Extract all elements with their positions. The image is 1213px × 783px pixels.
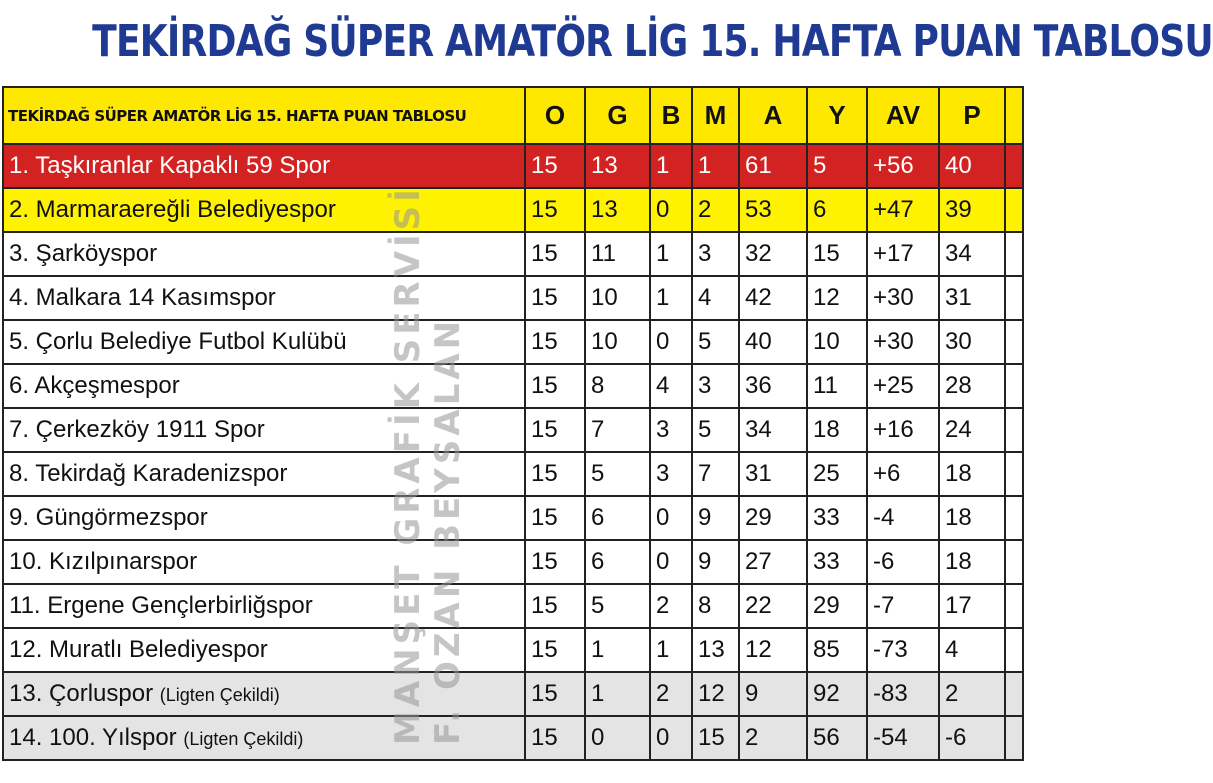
team-name: 6. Akçeşmespor: [9, 372, 180, 399]
row-spacer: [1005, 716, 1023, 760]
won-cell: 5: [585, 584, 650, 628]
played-cell: 15: [525, 364, 585, 408]
played-cell: 15: [525, 144, 585, 188]
played-cell: 15: [525, 408, 585, 452]
team-name: 5. Çorlu Belediye Futbol Kulübü: [9, 328, 347, 355]
played-cell: 15: [525, 540, 585, 584]
drawn-cell: 0: [650, 188, 692, 232]
drawn-cell: 0: [650, 496, 692, 540]
standings-table: [2, 86, 1024, 761]
team-name: 11. Ergene Gençlerbirliğspor: [9, 592, 313, 619]
team-cell: [3, 364, 525, 408]
points-cell: 28: [939, 364, 1005, 408]
drawn-cell: 1: [650, 276, 692, 320]
goal-difference-cell: +56: [867, 144, 939, 188]
team-cell: [3, 232, 525, 276]
played-cell: 15: [525, 452, 585, 496]
header-spacer: [1005, 87, 1023, 144]
won-cell: 1: [585, 672, 650, 716]
table-row: [3, 496, 1023, 540]
goals-for-cell: 40: [739, 320, 807, 364]
header-goals-for: A: [739, 87, 807, 144]
team-cell: [3, 628, 525, 672]
goals-for-cell: 12: [739, 628, 807, 672]
row-spacer: [1005, 540, 1023, 584]
goals-against-cell: 18: [807, 408, 867, 452]
team-name: 8. Tekirdağ Karadenizspor: [9, 460, 288, 487]
goals-for-cell: 2: [739, 716, 807, 760]
row-spacer: [1005, 364, 1023, 408]
goal-difference-cell: +6: [867, 452, 939, 496]
drawn-cell: 3: [650, 452, 692, 496]
points-cell: 17: [939, 584, 1005, 628]
team-name: 4. Malkara 14 Kasımspor: [9, 284, 276, 311]
drawn-cell: 0: [650, 716, 692, 760]
drawn-cell: 1: [650, 144, 692, 188]
played-cell: 15: [525, 320, 585, 364]
table-row: [3, 584, 1023, 628]
goals-for-cell: 32: [739, 232, 807, 276]
row-spacer: [1005, 452, 1023, 496]
watermark-line-2: F. OZAN BEYSALAN: [428, 316, 468, 745]
points-cell: 34: [939, 232, 1005, 276]
goal-difference-cell: -4: [867, 496, 939, 540]
row-spacer: [1005, 628, 1023, 672]
played-cell: 15: [525, 276, 585, 320]
team-cell: [3, 276, 525, 320]
row-spacer: [1005, 232, 1023, 276]
played-cell: 15: [525, 628, 585, 672]
lost-cell: 3: [692, 364, 739, 408]
lost-cell: 3: [692, 232, 739, 276]
team-name: 3. Şarköyspor: [9, 240, 158, 267]
points-cell: 31: [939, 276, 1005, 320]
row-spacer: [1005, 276, 1023, 320]
goal-difference-cell: +16: [867, 408, 939, 452]
lost-cell: 9: [692, 496, 739, 540]
won-cell: 13: [585, 188, 650, 232]
played-cell: 15: [525, 232, 585, 276]
goal-difference-cell: -54: [867, 716, 939, 760]
drawn-cell: 1: [650, 232, 692, 276]
goals-for-cell: 42: [739, 276, 807, 320]
goals-against-cell: 85: [807, 628, 867, 672]
goal-difference-cell: -73: [867, 628, 939, 672]
table-row: [3, 452, 1023, 496]
goals-against-cell: 6: [807, 188, 867, 232]
goals-against-cell: 12: [807, 276, 867, 320]
header-goal-difference: AV: [867, 87, 939, 144]
drawn-cell: 3: [650, 408, 692, 452]
team-cell: [3, 496, 525, 540]
goals-against-cell: 11: [807, 364, 867, 408]
goal-difference-cell: +30: [867, 320, 939, 364]
row-spacer: [1005, 408, 1023, 452]
row-spacer: [1005, 320, 1023, 364]
goals-for-cell: 29: [739, 496, 807, 540]
lost-cell: 13: [692, 628, 739, 672]
team-name: 13. Çorluspor: [9, 680, 154, 707]
header-won: G: [585, 87, 650, 144]
header-drawn: B: [650, 87, 692, 144]
lost-cell: 5: [692, 408, 739, 452]
withdrawn-note: (Ligten Çekildi): [159, 685, 280, 705]
team-name: 2. Marmaraereğli Belediyespor: [9, 196, 336, 223]
goals-for-cell: 36: [739, 364, 807, 408]
played-cell: 15: [525, 496, 585, 540]
team-name: 10. Kızılpınarspor: [9, 548, 198, 575]
team-cell: [3, 452, 525, 496]
lost-cell: 12: [692, 672, 739, 716]
points-cell: 18: [939, 452, 1005, 496]
won-cell: 11: [585, 232, 650, 276]
points-cell: 24: [939, 408, 1005, 452]
won-cell: 6: [585, 496, 650, 540]
won-cell: 7: [585, 408, 650, 452]
team-cell: [3, 408, 525, 452]
team-cell: [3, 320, 525, 364]
won-cell: 8: [585, 364, 650, 408]
team-cell: [3, 540, 525, 584]
header-lost: M: [692, 87, 739, 144]
team-cell: [3, 584, 525, 628]
goals-against-cell: 29: [807, 584, 867, 628]
drawn-cell: 1: [650, 628, 692, 672]
goals-against-cell: 33: [807, 496, 867, 540]
team-name: 9. Güngörmezspor: [9, 504, 208, 531]
lost-cell: 8: [692, 584, 739, 628]
won-cell: 5: [585, 452, 650, 496]
points-cell: 18: [939, 540, 1005, 584]
header-team: TEKİRDAĞ SÜPER AMATÖR LİG 15. HAFTA PUAN TABLOSU: [3, 87, 525, 144]
won-cell: 10: [585, 320, 650, 364]
team-name: 7. Çerkezköy 1911 Spor: [9, 416, 265, 443]
drawn-cell: 0: [650, 540, 692, 584]
team-cell: [3, 144, 525, 188]
goals-for-cell: 61: [739, 144, 807, 188]
goal-difference-cell: +17: [867, 232, 939, 276]
row-spacer: [1005, 672, 1023, 716]
table-row: [3, 144, 1023, 188]
header-points: P: [939, 87, 1005, 144]
points-cell: 40: [939, 144, 1005, 188]
row-spacer: [1005, 584, 1023, 628]
goals-for-cell: 53: [739, 188, 807, 232]
table-row: [3, 276, 1023, 320]
goal-difference-cell: +25: [867, 364, 939, 408]
team-name: 1. Taşkıranlar Kapaklı 59 Spor: [9, 152, 331, 179]
goals-against-cell: 56: [807, 716, 867, 760]
goal-difference-cell: -83: [867, 672, 939, 716]
table-row: [3, 672, 1023, 716]
lost-cell: 1: [692, 144, 739, 188]
goals-for-cell: 22: [739, 584, 807, 628]
goals-against-cell: 33: [807, 540, 867, 584]
team-name: 12. Muratlı Belediyespor: [9, 636, 268, 663]
points-cell: 39: [939, 188, 1005, 232]
points-cell: 30: [939, 320, 1005, 364]
won-cell: 1: [585, 628, 650, 672]
won-cell: 10: [585, 276, 650, 320]
played-cell: 15: [525, 584, 585, 628]
won-cell: 13: [585, 144, 650, 188]
lost-cell: 5: [692, 320, 739, 364]
played-cell: 15: [525, 716, 585, 760]
points-cell: -6: [939, 716, 1005, 760]
goals-for-cell: 27: [739, 540, 807, 584]
table-header-row: [3, 87, 1023, 144]
goals-for-cell: 31: [739, 452, 807, 496]
page-title: TEKİRDAĞ SÜPER AMATÖR LİG 15. HAFTA PUAN TABLOSU: [92, 16, 1213, 67]
lost-cell: 7: [692, 452, 739, 496]
table-row: [3, 408, 1023, 452]
team-name: 14. 100. Yılspor: [9, 724, 177, 751]
table-row: [3, 716, 1023, 760]
goals-against-cell: 10: [807, 320, 867, 364]
table-row: [3, 188, 1023, 232]
row-spacer: [1005, 496, 1023, 540]
goals-for-cell: 34: [739, 408, 807, 452]
played-cell: 15: [525, 188, 585, 232]
table-row: [3, 232, 1023, 276]
goals-for-cell: 9: [739, 672, 807, 716]
drawn-cell: 2: [650, 584, 692, 628]
withdrawn-note: (Ligten Çekildi): [183, 729, 304, 749]
won-cell: 0: [585, 716, 650, 760]
team-cell: [3, 716, 525, 760]
goals-against-cell: 5: [807, 144, 867, 188]
points-cell: 18: [939, 496, 1005, 540]
lost-cell: 4: [692, 276, 739, 320]
lost-cell: 9: [692, 540, 739, 584]
table-row: [3, 320, 1023, 364]
played-cell: 15: [525, 672, 585, 716]
goal-difference-cell: +47: [867, 188, 939, 232]
lost-cell: 2: [692, 188, 739, 232]
lost-cell: 15: [692, 716, 739, 760]
header-played: O: [525, 87, 585, 144]
header-goals-against: Y: [807, 87, 867, 144]
goals-against-cell: 15: [807, 232, 867, 276]
row-spacer: [1005, 188, 1023, 232]
goal-difference-cell: +30: [867, 276, 939, 320]
team-cell: [3, 672, 525, 716]
won-cell: 6: [585, 540, 650, 584]
table-row: [3, 364, 1023, 408]
drawn-cell: 4: [650, 364, 692, 408]
table-row: [3, 540, 1023, 584]
points-cell: 2: [939, 672, 1005, 716]
team-cell: [3, 188, 525, 232]
goal-difference-cell: -7: [867, 584, 939, 628]
goal-difference-cell: -6: [867, 540, 939, 584]
goals-against-cell: 25: [807, 452, 867, 496]
goals-against-cell: 92: [807, 672, 867, 716]
points-cell: 4: [939, 628, 1005, 672]
drawn-cell: 2: [650, 672, 692, 716]
table-row: [3, 628, 1023, 672]
watermark-line-1: MANŞET GRAFİK SERVİSİ: [388, 185, 428, 745]
drawn-cell: 0: [650, 320, 692, 364]
row-spacer: [1005, 144, 1023, 188]
